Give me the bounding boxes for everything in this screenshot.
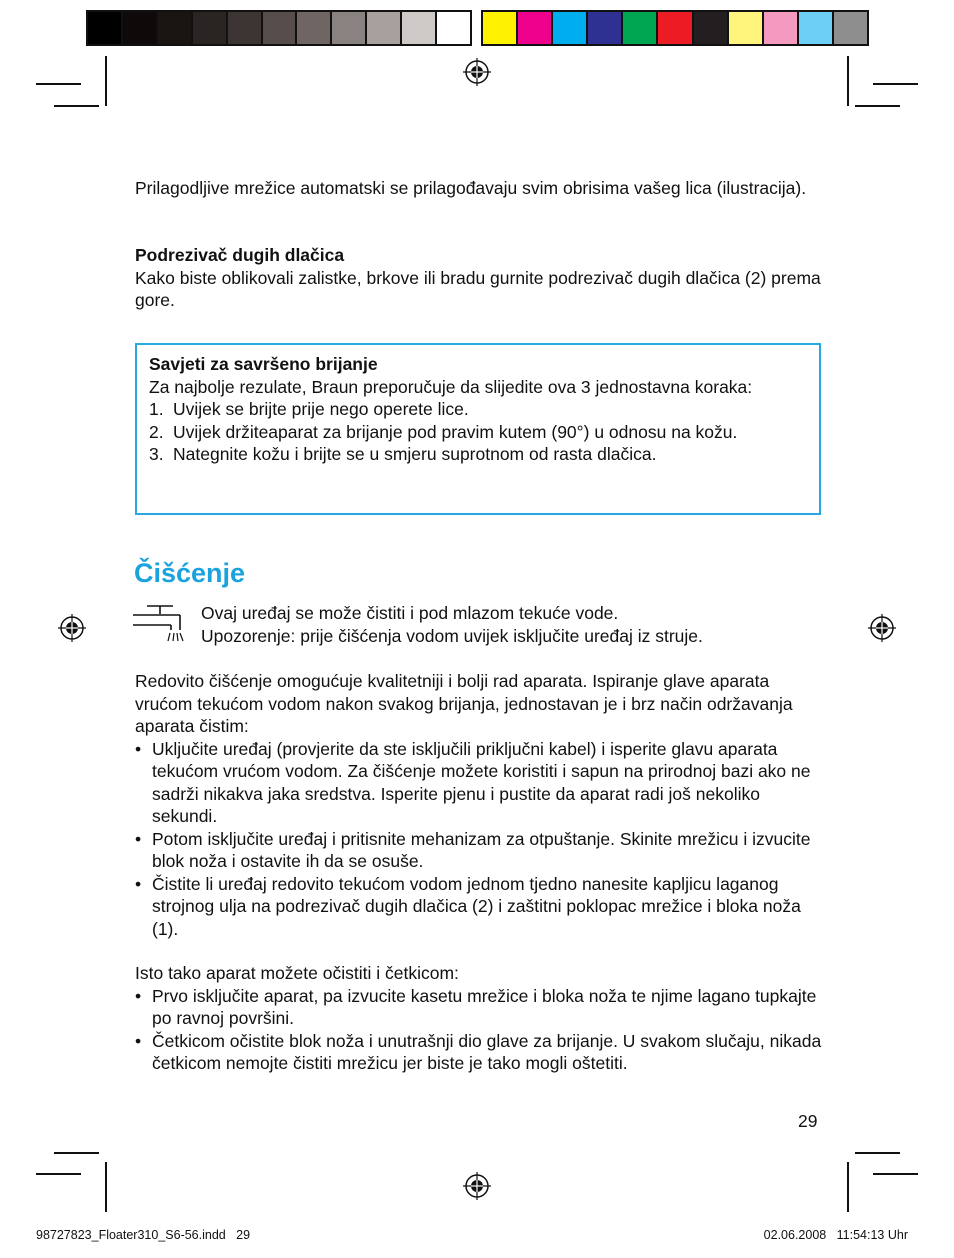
trimmer-heading: Podrezivač dugih dlačica [135,245,345,265]
gray-swatch [228,12,263,44]
grayscale-color-bar [86,10,472,46]
tips-item-text: Uvijek držiteaparat za brijanje pod pravim kutem (90°) u odnosu na kožu. [173,421,738,442]
intro-paragraph: Prilagodljive mrežice automatski se prilagođavaju svim obrisima vašeg lica (ilustracija). [135,178,807,198]
crop-mark [105,56,107,106]
brush-bullet-text: Četkicom očistite blok noža i unutrašnji dio glave za brijanje. U svakom slučaju, nikada četkicom nemojte čistiti mrežicu jer biste je tako mogli oštetiti. [152,1030,822,1073]
list-item [135,985,825,1030]
color-swatch [799,12,834,44]
list-item [135,738,825,828]
bullet: • [135,1030,142,1051]
gray-swatch [123,12,158,44]
registration-mark-icon [868,614,896,642]
cleaning-paragraph: Redovito čišćenje omogućuje kvalitetniji i bolji rad aparata. Ispiranje glave aparata vrućom tekućom vodom nakon svakog brijanja, jednostavan je i brz način održavanja aparata čistim: [135,671,793,736]
tips-list-item [149,398,809,421]
tips-item-number: 3. [149,444,164,464]
brush-section [135,962,825,1075]
list-item [135,1030,825,1075]
crop-mark [847,1162,849,1212]
registration-mark-icon [58,614,86,642]
footer-file-info: 98727823_Floater310_S6-56.indd 29 [36,1228,251,1242]
crop-mark [855,1152,900,1154]
gray-swatch [437,12,470,44]
tips-list-item [149,443,809,466]
tips-heading: Savjeti za savršeno brijanje [149,354,378,374]
page-number: 29 [798,1111,818,1131]
crop-mark [847,56,849,106]
color-swatch [729,12,764,44]
crop-mark [54,105,99,107]
footer-timestamp: 02.06.2008 11:54:13 Uhr [763,1228,908,1242]
tips-item-text: Uvijek se brijte prije nego operete lice. [173,399,469,419]
bullet: • [135,738,142,759]
color-swatch [764,12,799,44]
crop-mark [36,83,81,85]
color-swatch [553,12,588,44]
color-swatch [483,12,518,44]
color-swatch [623,12,658,44]
crop-mark [873,83,918,85]
tips-intro: Za najbolje rezulate, Braun preporučuje da slijedite ova 3 jednostavna koraka: [149,376,753,397]
cleaning-bullet-text: Uključite uređaj (provjerite da ste isključili priključni kabel) i isperite glavu aparata tekućom vrućom vodom. Za čišćenje možete koristiti i sapun na prirodnoj bazi ako ne sadrži nikakva jaka sredstva. Isperite pjenu i pustite da aparat radi još nekoliko sekundi. [152,738,811,826]
gray-swatch [193,12,228,44]
cleaning-body [135,670,825,940]
gray-swatch [158,12,193,44]
crop-mark [36,1173,81,1175]
crop-mark [105,1162,107,1212]
crop-mark [873,1173,918,1175]
tips-item-number: 2. [149,421,164,442]
color-swatch [694,12,729,44]
gray-swatch [367,12,402,44]
crop-mark [855,105,900,107]
cleaning-bullet-text: Potom isključite uređaj i pritisnite mehanizam za otpuštanje. Skinite mrežicu i izvucite blok noža i ostavite ih da se osuše. [152,828,811,871]
bullet: • [135,985,142,1006]
trimmer-text: Kako biste oblikovali zalistke, brkove ili bradu gurnite podrezivač dugih dlačica (2) prema gore. [135,267,821,310]
color-swatch [588,12,623,44]
cleaning-bullet-text: Čistite li uređaj redovito tekućom vodom jednom tjedno nanesite kapljicu laganog strojnog ulja na podrezivač dugih dlačica (2) i zaštitni poklopac mrežice i bloka noža (1). [152,873,801,939]
color-swatch [518,12,553,44]
water-tap-icon [133,604,185,642]
tap-line-2: Upozorenje: prije čišćenja vodom uvijek isključite uređaj iz struje. [201,625,703,646]
gray-swatch [297,12,332,44]
gray-swatch [402,12,437,44]
gray-swatch [88,12,123,44]
tips-item-text: Nategnite kožu i brijte se u smjeru suprotnom od rasta dlačica. [173,444,657,464]
tap-line-1: Ovaj uređaj se može čistiti i pod mlazom tekuće vode. [201,603,619,623]
bullet: • [135,828,142,849]
color-swatch [834,12,867,44]
tap-notice [201,602,831,647]
crop-mark [54,1152,99,1154]
gray-swatch [263,12,298,44]
shaving-tips-box [135,343,821,515]
process-color-bar [481,10,869,46]
registration-mark-icon [463,58,491,86]
gray-swatch [332,12,367,44]
tips-list-item [149,421,809,444]
color-swatch [658,12,693,44]
brush-intro: Isto tako aparat možete očistiti i četkicom: [135,963,459,983]
list-item [135,873,825,941]
registration-mark-icon [463,1172,491,1200]
intro-section [135,177,825,200]
list-item [135,828,825,873]
trimmer-section [135,244,825,312]
bullet: • [135,873,142,894]
tips-item-number: 1. [149,399,164,419]
brush-bullet-text: Prvo isključite aparat, pa izvucite kasetu mrežice i bloka noža te njime lagano tupkajte po ravnoj površini. [152,985,817,1028]
cleaning-heading: Čišćenje [134,558,246,588]
